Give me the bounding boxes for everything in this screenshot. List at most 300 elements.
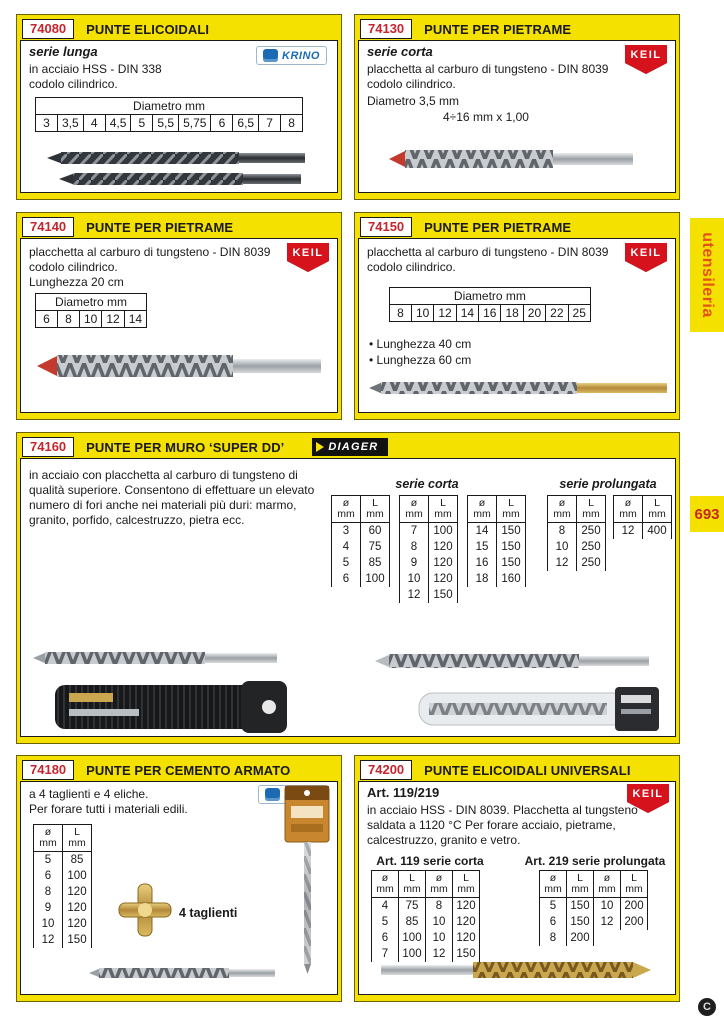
table-cell: 10 bbox=[34, 916, 63, 932]
col-header-length bbox=[63, 825, 92, 852]
table-cell: 12 bbox=[426, 946, 453, 962]
table-cell: 85 bbox=[361, 555, 390, 571]
table-cell: 5,5 bbox=[153, 115, 179, 132]
table-cell: 8 bbox=[34, 884, 63, 900]
table-cell: 9 bbox=[34, 900, 63, 916]
table-cell: 10 bbox=[594, 898, 621, 914]
material-line: placchetta al carburo di tungsteno - DIN 8039 bbox=[29, 245, 271, 259]
table-cell: 150 bbox=[497, 523, 526, 539]
table-cell: 120 bbox=[63, 916, 92, 932]
box-title: PUNTE PER CEMENTO ARMATO bbox=[86, 762, 291, 778]
table-cell: 9 bbox=[400, 555, 429, 571]
box-content bbox=[358, 40, 676, 193]
table-row bbox=[372, 914, 480, 930]
table-cell: 75 bbox=[361, 539, 390, 555]
table-cell: 12 bbox=[34, 932, 63, 948]
keil-logo bbox=[625, 45, 667, 74]
table-cell: 7 bbox=[400, 523, 429, 539]
table-row bbox=[468, 571, 526, 587]
size-table-header-row bbox=[400, 496, 458, 523]
table-cell: 400 bbox=[643, 523, 672, 539]
krino-logo-text: KRINO bbox=[282, 49, 320, 62]
box-title: PUNTE ELICOIDALI bbox=[86, 21, 210, 37]
table-row bbox=[332, 523, 390, 539]
section-tab-label: utensileria bbox=[699, 232, 716, 318]
dia-symbol: ø bbox=[381, 872, 389, 884]
table-row bbox=[548, 539, 606, 555]
product-image-long-bit bbox=[367, 373, 671, 403]
dia-symbol: ø bbox=[410, 497, 418, 509]
table-cell: 120 bbox=[429, 571, 458, 587]
col-header-length bbox=[621, 871, 648, 898]
table-cell: 12 bbox=[434, 305, 456, 322]
table-cell: 200 bbox=[621, 914, 648, 930]
table-cell: 160 bbox=[497, 571, 526, 587]
keil-logo-text: KEIL bbox=[287, 243, 329, 261]
series-label: serie lunga bbox=[29, 44, 98, 59]
table-cell: 150 bbox=[567, 898, 594, 914]
box-content bbox=[20, 781, 338, 995]
product-box-74150 bbox=[354, 212, 680, 420]
len-symbol: L bbox=[74, 826, 80, 838]
product-box-74140 bbox=[16, 212, 342, 420]
len-symbol: L bbox=[631, 872, 637, 884]
publisher-mark-icon: C bbox=[698, 998, 716, 1016]
table-cell: 3 bbox=[332, 523, 361, 539]
table-cell: 14 bbox=[468, 523, 497, 539]
box-title: PUNTE ELICOIDALI UNIVERSALI bbox=[424, 762, 631, 778]
unit-label: mm bbox=[405, 508, 423, 520]
shank-line: codolo cilindrico. bbox=[29, 260, 118, 274]
col-header-diameter bbox=[614, 496, 643, 523]
table-cell: 4 bbox=[83, 115, 105, 132]
table-cell: 120 bbox=[453, 898, 480, 914]
diameter-table-header-row bbox=[390, 288, 591, 305]
unit-label: mm bbox=[619, 508, 637, 520]
table-cell: 3,5 bbox=[58, 115, 84, 132]
table-cell: 16 bbox=[468, 555, 497, 571]
table-row bbox=[400, 523, 458, 539]
col-header-length bbox=[361, 496, 390, 523]
col-header-diameter bbox=[400, 496, 429, 523]
col-header-length bbox=[643, 496, 672, 523]
table-row bbox=[400, 571, 458, 587]
keil-pennant-icon bbox=[627, 802, 669, 813]
table-cell: 250 bbox=[577, 539, 606, 555]
col-header-length bbox=[567, 871, 594, 898]
diager-logo: DIAGER bbox=[312, 438, 388, 456]
table-cell: 120 bbox=[453, 914, 480, 930]
diameter-table bbox=[389, 287, 591, 322]
table-cell: 60 bbox=[361, 523, 390, 539]
table-cell: 6 bbox=[211, 115, 233, 132]
col-header-length bbox=[453, 871, 480, 898]
table-row bbox=[34, 932, 92, 948]
box-content bbox=[20, 458, 676, 737]
length-bullet-60: • Lunghezza 60 cm bbox=[369, 353, 472, 367]
table-cell: 6 bbox=[34, 868, 63, 884]
table-cell: 250 bbox=[577, 523, 606, 539]
keil-logo-text: KEIL bbox=[625, 45, 667, 63]
unit-label: mm bbox=[648, 508, 666, 520]
table-cell: 120 bbox=[429, 555, 458, 571]
box-header bbox=[20, 436, 676, 458]
table-row bbox=[400, 555, 458, 571]
article-number: 74080 bbox=[22, 19, 74, 39]
table-cell: 100 bbox=[63, 868, 92, 884]
unit-label: mm bbox=[434, 508, 452, 520]
table-cell: 5,75 bbox=[179, 115, 211, 132]
table-cell: 5 bbox=[332, 555, 361, 571]
table-cell: 150 bbox=[453, 946, 480, 962]
col-header-diameter bbox=[426, 871, 453, 898]
table-cell: 14 bbox=[456, 305, 478, 322]
article-number: 74130 bbox=[360, 19, 412, 39]
keil-pennant-icon bbox=[625, 63, 667, 74]
unit-label: mm bbox=[598, 883, 616, 895]
product-image-masonry-bit bbox=[35, 345, 327, 387]
table-cell: 25 bbox=[568, 305, 590, 322]
serie-corta-label: serie corta bbox=[395, 477, 459, 491]
col-header-diameter bbox=[540, 871, 567, 898]
table-cell: 100 bbox=[399, 946, 426, 962]
table-row bbox=[548, 523, 606, 539]
size-table-corta-2 bbox=[399, 495, 458, 603]
dia-symbol: ø bbox=[44, 826, 52, 838]
diameter-table bbox=[35, 97, 303, 132]
table-cell: 150 bbox=[63, 932, 92, 948]
table-row bbox=[372, 930, 480, 946]
keil-logo bbox=[627, 784, 669, 813]
dia-symbol: ø bbox=[558, 497, 566, 509]
table-cell: 4,5 bbox=[105, 115, 131, 132]
table-cell: 14 bbox=[124, 311, 146, 328]
table-cell: 100 bbox=[361, 571, 390, 587]
size-table bbox=[33, 824, 92, 948]
col-header-diameter bbox=[548, 496, 577, 523]
table-row bbox=[540, 898, 648, 914]
table-cell: 10 bbox=[548, 539, 577, 555]
table-row bbox=[34, 916, 92, 932]
box-content bbox=[20, 238, 338, 413]
product-image-tube-pack bbox=[417, 681, 665, 737]
diameter-table bbox=[35, 293, 147, 328]
product-image-masonry-bit bbox=[387, 141, 639, 177]
len-symbol: L bbox=[588, 497, 594, 509]
dia-symbol: ø bbox=[624, 497, 632, 509]
table-cell: 120 bbox=[429, 539, 458, 555]
len-symbol: L bbox=[440, 497, 446, 509]
col-header-diameter bbox=[468, 496, 497, 523]
table-cell: 12 bbox=[594, 914, 621, 930]
product-image-diager-case bbox=[55, 679, 293, 735]
size-table-prolungata-1 bbox=[547, 495, 606, 571]
table-row bbox=[34, 884, 92, 900]
table-row bbox=[34, 852, 92, 868]
col-header-diameter bbox=[372, 871, 399, 898]
table-cell: 5 bbox=[372, 914, 399, 930]
keil-logo-text: KEIL bbox=[625, 243, 667, 261]
keil-logo bbox=[287, 243, 329, 272]
table-row bbox=[34, 868, 92, 884]
table-cell: 20 bbox=[523, 305, 545, 322]
krino-icon bbox=[263, 49, 278, 62]
size-table-corta-3 bbox=[467, 495, 526, 587]
table-row bbox=[390, 305, 591, 322]
size-table-header-row bbox=[372, 871, 480, 898]
length-line: Lunghezza 20 cm bbox=[29, 275, 124, 289]
feature-line: a 4 taglienti e 4 eliche. bbox=[29, 787, 149, 801]
four-cutters-callout: 4 taglienti bbox=[179, 906, 238, 920]
table-cell: 85 bbox=[399, 914, 426, 930]
col-header-length bbox=[497, 496, 526, 523]
dia-symbol: ø bbox=[549, 872, 557, 884]
product-box-74160 bbox=[16, 432, 680, 744]
table-cell: 5 bbox=[34, 852, 63, 868]
product-image-superdd-bit bbox=[31, 647, 281, 669]
table-cell: 3 bbox=[36, 115, 58, 132]
table-cell: 16 bbox=[479, 305, 501, 322]
table-cell: 150 bbox=[497, 555, 526, 571]
product-image-universal-bit bbox=[377, 956, 659, 984]
box-header bbox=[20, 18, 338, 40]
table-cell: 4 bbox=[332, 539, 361, 555]
table-row bbox=[540, 930, 648, 946]
table-cell: 120 bbox=[453, 930, 480, 946]
table-cell: 4 bbox=[372, 898, 399, 914]
table-cell: 7 bbox=[259, 115, 281, 132]
shank-line: codolo cilindrico. bbox=[367, 77, 456, 91]
col-header-diameter bbox=[332, 496, 361, 523]
size-table-corta-1 bbox=[331, 495, 390, 587]
dia-symbol: ø bbox=[342, 497, 350, 509]
table-row bbox=[36, 115, 303, 132]
size-table-header-row bbox=[548, 496, 606, 523]
table-row bbox=[332, 571, 390, 587]
shank-line: codolo cilindrico. bbox=[367, 260, 456, 274]
table-cell: 6 bbox=[540, 914, 567, 930]
size-table-header-row bbox=[614, 496, 672, 523]
product-box-74080 bbox=[16, 14, 342, 200]
table-row bbox=[372, 898, 480, 914]
unit-label: mm bbox=[571, 883, 589, 895]
box-title: PUNTE PER MURO ‘SUPER DD’ bbox=[86, 439, 285, 455]
len-symbol: L bbox=[654, 497, 660, 509]
table-cell: 6 bbox=[372, 930, 399, 946]
length-bullet-40: • Lunghezza 40 cm bbox=[369, 337, 472, 351]
table-cell: 100 bbox=[429, 523, 458, 539]
article-number: 74150 bbox=[360, 217, 412, 237]
table-cell: 6 bbox=[332, 571, 361, 587]
table-cell: 22 bbox=[546, 305, 568, 322]
unit-label: mm bbox=[457, 883, 475, 895]
diameter-line: Diametro 3,5 mm bbox=[367, 94, 460, 108]
product-box-74180 bbox=[16, 755, 342, 1002]
table-cell: 12 bbox=[102, 311, 124, 328]
table-row bbox=[400, 539, 458, 555]
box-header bbox=[358, 759, 676, 781]
article-number: 74200 bbox=[360, 760, 412, 780]
unit-label: mm bbox=[430, 883, 448, 895]
size-table-header-row bbox=[34, 825, 92, 852]
size-table-header-row bbox=[540, 871, 648, 898]
col-header-diameter bbox=[34, 825, 63, 852]
table-cell: 8 bbox=[540, 930, 567, 946]
material-line: placchetta al carburo di tungsteno - DIN 8039 bbox=[367, 62, 609, 76]
table-cell: 150 bbox=[497, 539, 526, 555]
table-row bbox=[332, 539, 390, 555]
unit-label: mm bbox=[582, 508, 600, 520]
unit-label: mm bbox=[366, 508, 384, 520]
article-number: 74160 bbox=[22, 437, 74, 457]
table-cell: 120 bbox=[63, 900, 92, 916]
box-title: PUNTE PER PIETRAME bbox=[86, 219, 234, 235]
product-image-concrete-bit bbox=[87, 964, 279, 982]
krino-logo bbox=[256, 46, 327, 65]
table-cell: 10 bbox=[400, 571, 429, 587]
table-cell: 18 bbox=[501, 305, 523, 322]
product-image-blister-pack bbox=[283, 784, 333, 976]
table-row bbox=[34, 900, 92, 916]
table-row bbox=[540, 914, 648, 930]
col-header-length bbox=[399, 871, 426, 898]
len-symbol: L bbox=[508, 497, 514, 509]
unit-label: mm bbox=[68, 837, 86, 849]
article-number: 74180 bbox=[22, 760, 74, 780]
box-content bbox=[358, 238, 676, 413]
table-row bbox=[400, 587, 458, 603]
table-cell: 12 bbox=[614, 523, 643, 539]
table-cell: 18 bbox=[468, 571, 497, 587]
table-cell: 10 bbox=[412, 305, 434, 322]
product-box-74200 bbox=[354, 755, 680, 1002]
diameter-header: Diametro mm bbox=[36, 98, 303, 115]
series-label: serie corta bbox=[367, 44, 433, 59]
table-cell: 250 bbox=[577, 555, 606, 571]
table-cell: 8 bbox=[400, 539, 429, 555]
unit-label: mm bbox=[403, 883, 421, 895]
table-cell: 150 bbox=[567, 914, 594, 930]
table-119-label: Art. 119 serie corta bbox=[376, 854, 484, 868]
article-number: 74140 bbox=[22, 217, 74, 237]
size-table-119 bbox=[371, 870, 480, 962]
table-cell: 7 bbox=[372, 946, 399, 962]
product-box-74130 bbox=[354, 14, 680, 200]
table-cell: 150 bbox=[429, 587, 458, 603]
krino-icon bbox=[265, 788, 280, 801]
article-range-label: Art. 119/219 bbox=[367, 785, 440, 800]
material-line: in acciaio HSS - DIN 338 bbox=[29, 62, 162, 76]
dia-symbol: ø bbox=[435, 872, 443, 884]
table-cell: 85 bbox=[63, 852, 92, 868]
box-content bbox=[358, 781, 676, 995]
unit-label: mm bbox=[502, 508, 520, 520]
table-cell: 200 bbox=[567, 930, 594, 946]
range-line: 4÷16 mm x 1,00 bbox=[443, 110, 529, 124]
table-cell: 5 bbox=[131, 115, 153, 132]
table-cell: 5 bbox=[540, 898, 567, 914]
len-symbol: L bbox=[409, 872, 415, 884]
table-219-label: Art. 219 serie prolungata bbox=[524, 854, 666, 868]
len-symbol: L bbox=[577, 872, 583, 884]
box-content bbox=[20, 40, 338, 193]
unit-label: mm bbox=[625, 883, 643, 895]
col-header-diameter bbox=[594, 871, 621, 898]
table-row bbox=[332, 555, 390, 571]
len-symbol: L bbox=[372, 497, 378, 509]
usage-line: Per forare tutti i materiali edili. bbox=[29, 802, 188, 816]
table-cell: 75 bbox=[399, 898, 426, 914]
dia-symbol: ø bbox=[478, 497, 486, 509]
size-table-header-row bbox=[468, 496, 526, 523]
table-row bbox=[468, 555, 526, 571]
diameter-header: Diametro mm bbox=[390, 288, 591, 305]
description-text: in acciaio HSS - DIN 8039. Placchetta al tungsteno saldata a 1120 °C Per forare acciaio, pietrame, calcestruzzo, granito e vetro. bbox=[367, 803, 638, 847]
table-cell: 8 bbox=[426, 898, 453, 914]
keil-pennant-icon bbox=[625, 261, 667, 272]
table-cell: 12 bbox=[400, 587, 429, 603]
table-cell: 6 bbox=[36, 311, 58, 328]
table-cell: 120 bbox=[63, 884, 92, 900]
product-image-cross-head bbox=[117, 882, 173, 938]
box-header bbox=[358, 216, 676, 238]
product-image-twist-drills bbox=[43, 141, 315, 193]
keil-logo bbox=[625, 243, 667, 272]
size-table-prolungata-2 bbox=[613, 495, 672, 539]
serie-prolungata-label: serie prolungata bbox=[559, 477, 657, 491]
unit-label: mm bbox=[544, 883, 562, 895]
box-header bbox=[358, 18, 676, 40]
description-text: in acciaio con placchetta al carburo di tungsteno di qualità superiore. Consentono di effettuare un elevato numero di fori anche nei materiali più duri: marmo, granito, porfido, calcestruzzo, pietra ecc. bbox=[29, 468, 315, 527]
col-header-length bbox=[429, 496, 458, 523]
len-symbol: L bbox=[463, 872, 469, 884]
material-line: placchetta al carburo di tungsteno - DIN 8039 bbox=[367, 245, 609, 259]
size-table-header-row bbox=[332, 496, 390, 523]
unit-label: mm bbox=[473, 508, 491, 520]
box-title: PUNTE PER PIETRAME bbox=[424, 219, 572, 235]
diameter-table-header-row bbox=[36, 294, 147, 311]
shank-line: codolo cilindrico. bbox=[29, 77, 118, 91]
box-header bbox=[20, 216, 338, 238]
table-cell: 100 bbox=[399, 930, 426, 946]
diameter-table-header-row bbox=[36, 98, 303, 115]
table-cell: 10 bbox=[80, 311, 102, 328]
keil-logo-text: KEIL bbox=[627, 784, 669, 802]
table-cell: 10 bbox=[426, 930, 453, 946]
table-cell: 15 bbox=[468, 539, 497, 555]
product-image-superdd-long-bit bbox=[373, 649, 653, 673]
unit-label: mm bbox=[553, 508, 571, 520]
table-cell: 6,5 bbox=[233, 115, 259, 132]
page-number-badge: 693 bbox=[690, 496, 724, 532]
dia-symbol: ø bbox=[603, 872, 611, 884]
table-row bbox=[468, 523, 526, 539]
table-row bbox=[614, 523, 672, 539]
unit-label: mm bbox=[39, 837, 57, 849]
table-cell: 8 bbox=[390, 305, 412, 322]
unit-label: mm bbox=[376, 883, 394, 895]
table-row bbox=[548, 555, 606, 571]
col-header-length bbox=[577, 496, 606, 523]
table-cell: 8 bbox=[548, 523, 577, 539]
table-cell: 10 bbox=[426, 914, 453, 930]
unit-label: mm bbox=[337, 508, 355, 520]
diameter-header: Diametro mm bbox=[36, 294, 147, 311]
box-title: PUNTE PER PIETRAME bbox=[424, 21, 572, 37]
table-cell: 8 bbox=[58, 311, 80, 328]
table-cell: 8 bbox=[281, 115, 303, 132]
size-table-219 bbox=[539, 870, 648, 946]
